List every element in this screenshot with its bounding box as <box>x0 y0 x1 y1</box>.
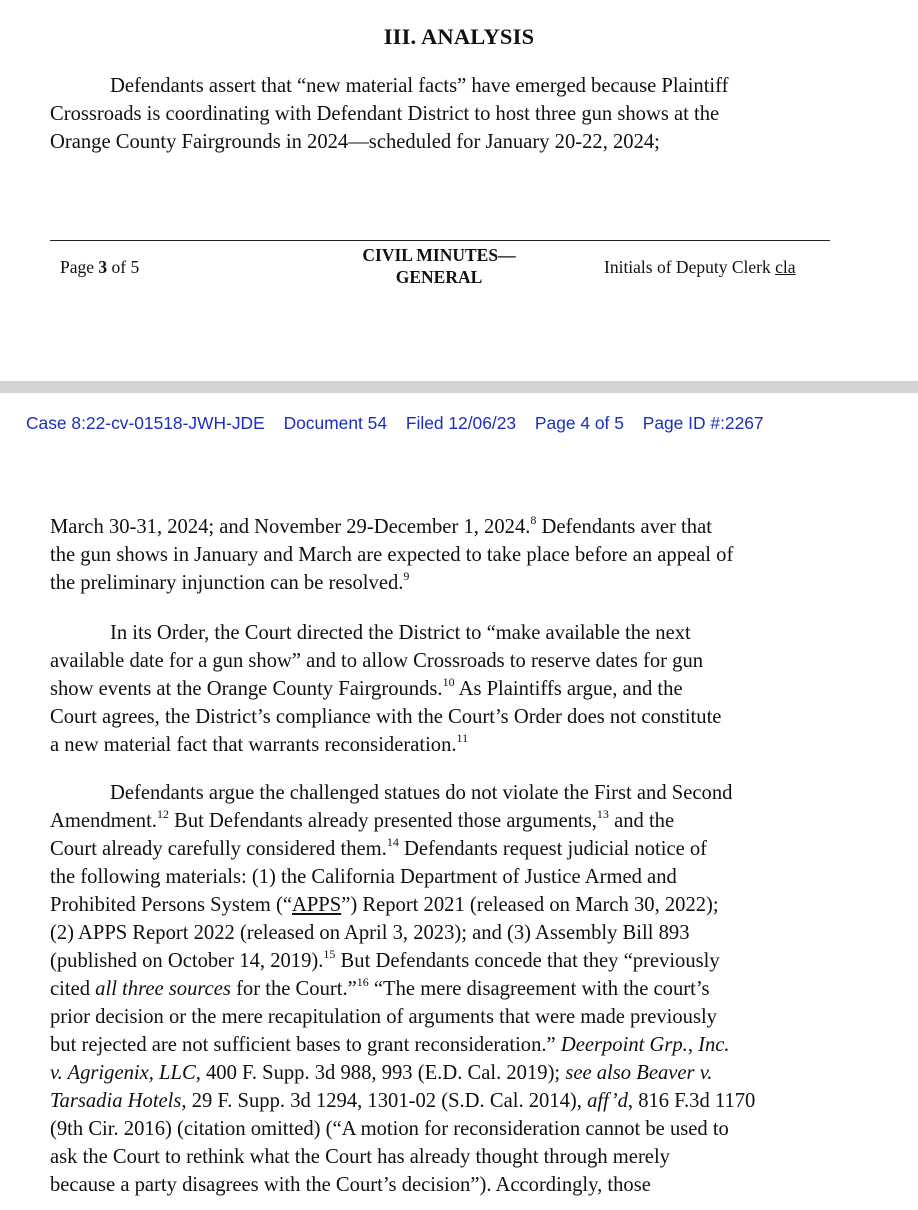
document-page-4 <box>0 393 918 1210</box>
paragraph-3: Defendants argue the challenged statues do not violate the First and Second Amendment.$^{12}$ But Defendants already presented those arguments,$^{13}$ and the Court already carefully considered them.$^{14}$ Defendants request judicial notice of the following materials: (1) the California Department of Justice Armed and Prohibited Persons System (“APPS”) Report 2021 (released on March 30, 2022); (2) APPS Report 2022 (released on April 3, 2023); and (3) Assembly Bill 893 (published on October 14, 2019).$^{15}$ But Defendants concede that they “previously cited all three sources for the Court.”$^{16}$ “The mere disagreement with the court’s prior decision or the mere recapitulation of arguments that were made previously but rejected are not sufficient bases to grant reconsideration.” Deerpoint Grp., Inc. v. Agrigenix, LLC, 400 F. Supp. 3d 988, 993 (E.D. Cal. 2019); see also Beaver v. Tarsadia Hotels, 29 F. Supp. 3d 1294, 1301-02 (S.D. Cal. 2014), aff’d, 816 F.3d 1170 (9th Cir. 2016) (citation omitted) (“A motion for reconsideration cannot be used to ask the Court to rethink what the Court has already thought through merely because a party disagrees with the Court’s decision”). Accordingly, those <box>50 782 756 1196</box>
footnote-13: 13 <box>596 807 609 822</box>
footer-page-number: Page 3 of 5 <box>60 257 140 277</box>
footnote-16: 16 <box>356 975 369 990</box>
footnote-11: 11 <box>456 731 469 746</box>
section-heading: III. ANALYSIS <box>383 24 535 49</box>
footnote-10: 10 <box>442 675 455 690</box>
footnote-14: 14 <box>386 835 399 850</box>
paragraph-1: March 30-31, 2024; and November 29-December 1, 2024.$^8$ Defendants aver that the gun shows in January and March are expected to take place before an appeal of the preliminary injunction can be resolved.$^9$ <box>50 513 734 594</box>
filed-date: Filed 12/06/23 <box>405 413 517 433</box>
footnote-12: 12 <box>156 807 169 822</box>
page-count: Page 4 of 5 <box>534 413 624 433</box>
page-id: Page ID #:2267 <box>642 413 764 433</box>
case-header <box>26 413 778 434</box>
footer-title: CIVIL MINUTES— GENERAL <box>362 245 516 287</box>
analysis-paragraph: Defendants assert that “new material facts” have emerged because Plaintiff Crossroads is coordinating with Defendant District to host three gun shows at the Orange County Fairgrounds in 2024—scheduled for January 20-22, 2024; <box>50 75 729 153</box>
document-number: Document 54 <box>283 413 387 433</box>
footer-clerk-initials: Initials of Deputy Clerk cla <box>604 257 796 277</box>
case-number: Case 8:22-cv-01518-JWH-JDE <box>26 413 265 433</box>
document-page-3 <box>0 0 918 381</box>
case-citation: v. Agrigenix, LLC <box>50 1062 196 1084</box>
footnote-9: 9 <box>403 569 410 584</box>
page-separator <box>0 381 918 393</box>
paragraph-2: In its Order, the Court directed the District to “make available the next available date for a gun show” and to allow Crossroads to reserve dates for gun show events at the Orange County Fairgrounds.$^{10}$ As Plaintiffs argue, and the Court agrees, the District’s compliance with the Court’s Order does not constitute a new material fact that warrants reconsideration.$^{11}$ <box>50 622 722 756</box>
footer-divider <box>50 240 830 241</box>
case-citation: Tarsadia Hotels <box>50 1090 182 1112</box>
case-citation: Deerpoint Grp., Inc. <box>560 1034 730 1056</box>
footnote-15: 15 <box>323 947 336 962</box>
defined-term-apps: APPS <box>291 894 342 916</box>
footnote-8: 8 <box>530 513 537 528</box>
